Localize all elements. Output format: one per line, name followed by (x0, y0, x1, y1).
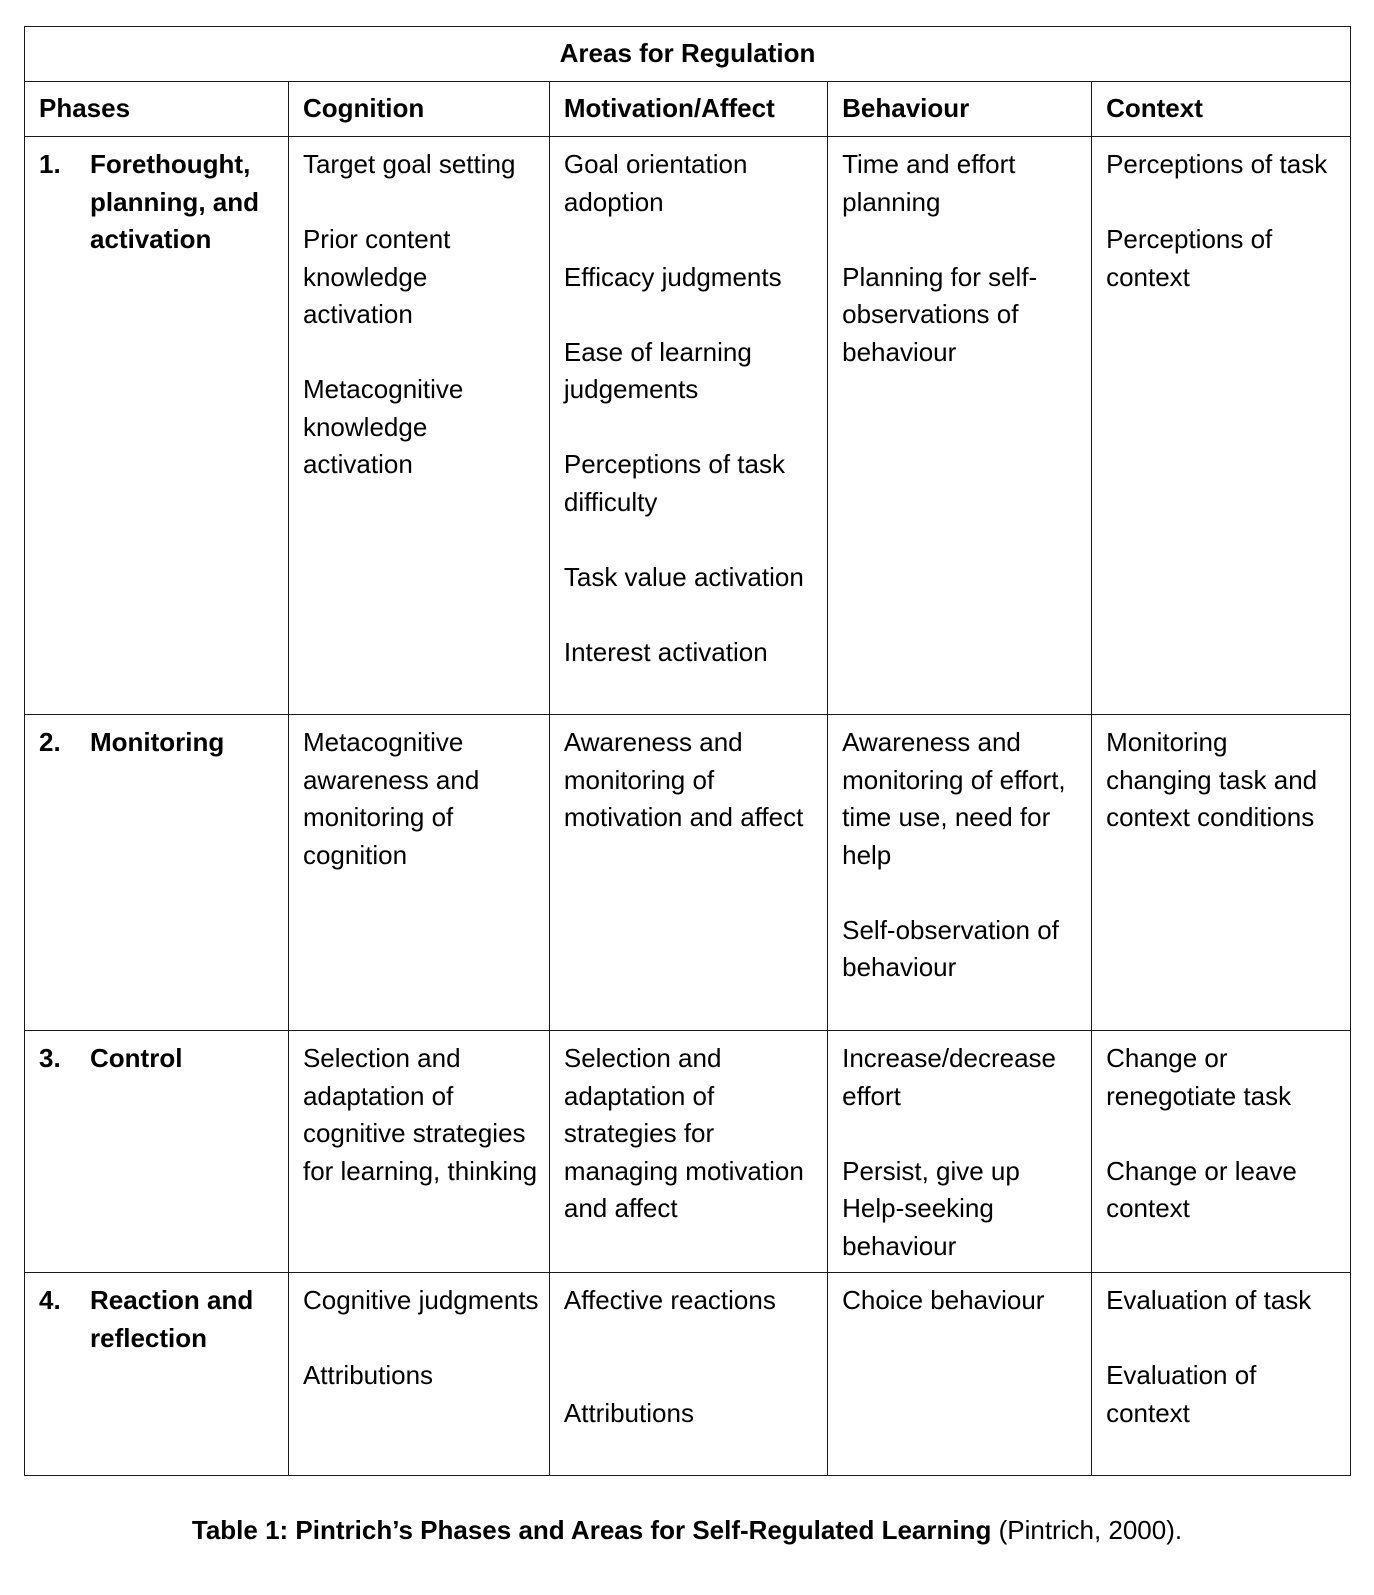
table-title-row (25, 27, 1351, 82)
phase-cell (25, 1031, 289, 1273)
table-row (25, 715, 1351, 1031)
cell-entry: Choice behaviour (842, 1285, 1045, 1315)
cell-entry: Planning for self-observations of behaviour (842, 261, 1038, 367)
cell-entry: Perceptions of task difficulty (563, 449, 785, 517)
cell-entry: Cognitive judgments (302, 1285, 539, 1315)
table-title: Areas for Regulation (25, 27, 1351, 82)
phase-number: 1. (39, 149, 61, 179)
srl-phases-table (24, 26, 1351, 1476)
motivation-cell (549, 715, 827, 1031)
header-motivation-affect: Motivation/Affect (549, 82, 827, 137)
phase-number: 2. (39, 727, 61, 757)
motivation-cell (549, 1273, 827, 1476)
table-caption (0, 1515, 1374, 1546)
context-cell (1092, 1031, 1351, 1273)
cell-entry: Attributions (302, 1360, 434, 1390)
cognition-cell (288, 1031, 549, 1273)
cell-entry: Self-observation of behaviour (842, 914, 1059, 982)
phase-name: Control (90, 1043, 183, 1073)
phase-name: Reaction and reflection (90, 1285, 254, 1353)
cell-entry: Ease of learning judgements (563, 336, 752, 404)
cell-entry: Perceptions of task (1106, 149, 1328, 179)
cell-entry: Attributions (563, 1397, 694, 1428)
cognition-cell (288, 1273, 549, 1476)
cell-entry: Perceptions of context (1106, 224, 1273, 292)
header-phases: Phases (25, 82, 289, 137)
cell-entry: Evaluation of task (1106, 1285, 1312, 1315)
cell-entry: Prior content knowledge activation (302, 224, 451, 329)
cell-entry: Metacognitive awareness and monitoring of cognition (302, 727, 480, 870)
cell-entry: Goal orientation adoption (563, 149, 748, 217)
cell-entry: Awareness and monitoring of effort, time use, need for help (842, 727, 1066, 870)
table-row (25, 137, 1351, 715)
phase-cell (25, 1273, 289, 1476)
table-row (25, 1273, 1351, 1476)
phase-name: Monitoring (90, 727, 225, 757)
context-cell (1092, 1273, 1351, 1476)
cognition-cell (288, 137, 549, 715)
cell-entry: Interest activation (563, 636, 768, 667)
header-cognition: Cognition (288, 82, 549, 137)
cell-entry: Target goal setting (302, 149, 516, 179)
cell-entry: Persist, give up (842, 1155, 1020, 1186)
context-cell (1092, 715, 1351, 1031)
cell-entry: Affective reactions (563, 1285, 776, 1315)
cell-entry: Change or leave context (1106, 1155, 1297, 1223)
cell-entry: Awareness and monitoring of motivation and affect (563, 727, 804, 832)
context-cell (1092, 137, 1351, 715)
cell-entry: Help-seeking behaviour (842, 1193, 994, 1261)
motivation-cell (549, 1031, 827, 1273)
cell-entry: Increase/decrease effort (842, 1043, 1057, 1111)
cell-entry: Monitoring changing task and context conditions (1106, 727, 1318, 832)
behaviour-cell (828, 137, 1092, 715)
header-context: Context (1092, 82, 1351, 137)
cognition-cell (288, 715, 549, 1031)
behaviour-cell (828, 1273, 1092, 1476)
cell-entry: Change or renegotiate task (1106, 1043, 1292, 1111)
motivation-cell (549, 137, 827, 715)
caption-title: Table 1: Pintrich’s Phases and Areas for Self-Regulated Learning (191, 1515, 992, 1545)
table-header-row (25, 82, 1351, 137)
cell-entry: Metacognitive knowledge activation (302, 374, 464, 479)
cell-entry: Evaluation of context (1106, 1360, 1257, 1428)
phase-cell (25, 137, 289, 715)
cell-entry: Selection and adaptation of cognitive strategies for learning, thinking (302, 1043, 538, 1186)
behaviour-cell (828, 1031, 1092, 1273)
cell-entry: Time and effort planning (842, 149, 1016, 217)
phase-number: 4. (39, 1285, 61, 1315)
behaviour-cell (828, 715, 1092, 1031)
phase-number: 3. (39, 1043, 61, 1073)
phase-cell (25, 715, 289, 1031)
caption-citation: (Pintrich, 2000). (991, 1515, 1183, 1545)
header-behaviour: Behaviour (828, 82, 1092, 137)
cell-entry: Selection and adaptation of strategies for managing motivation and affect (563, 1043, 804, 1223)
cell-entry: Efficacy judgments (563, 261, 782, 292)
table-row (25, 1031, 1351, 1273)
cell-entry: Task value activation (563, 561, 804, 592)
phase-name: Forethought, planning, and activation (90, 149, 259, 254)
